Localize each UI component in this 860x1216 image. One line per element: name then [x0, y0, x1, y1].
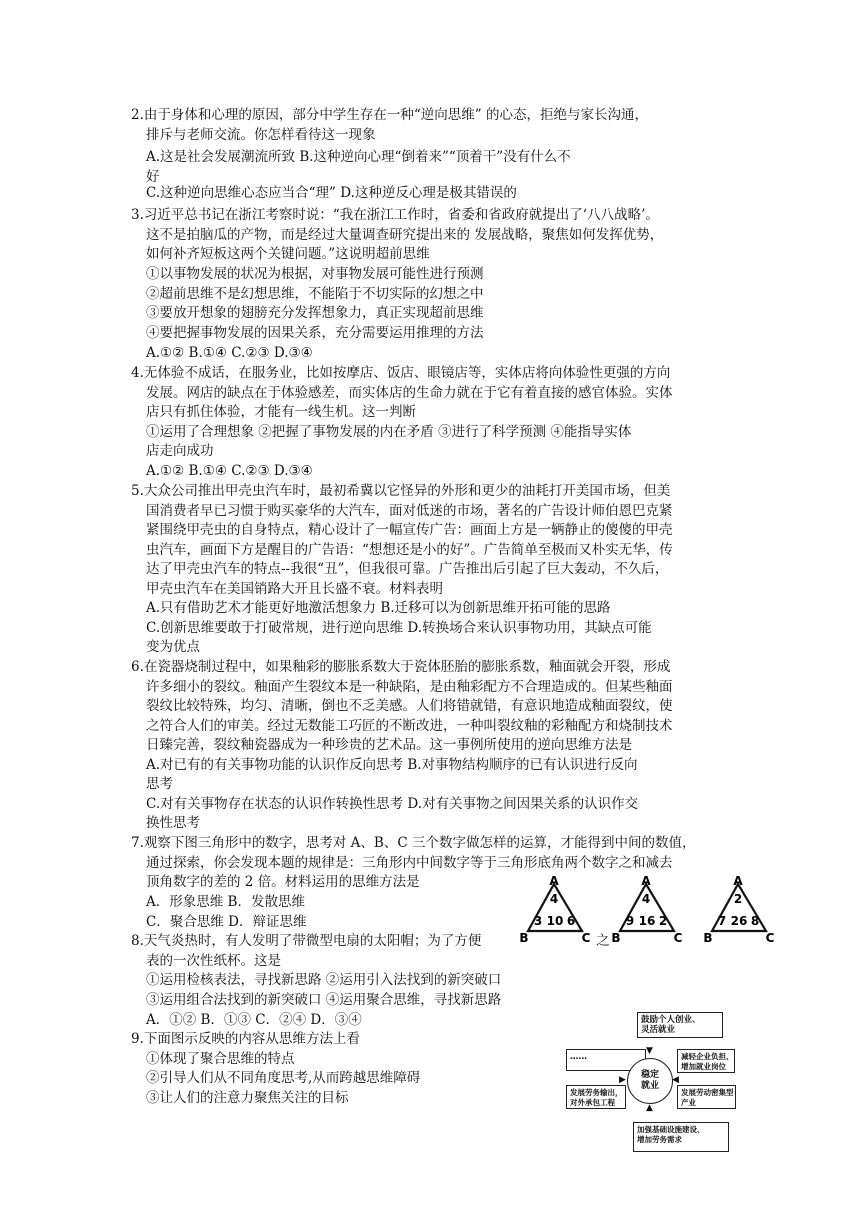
triangle-base-right-label: C — [673, 931, 683, 945]
arrow-right-icon: ▶ — [619, 1075, 626, 1085]
text-line-q5-l1: 5.大众公司推出甲壳虫汽车时，最初希冀以它怪异的外形和更少的油耗打开美国市场，但美 — [131, 483, 671, 499]
text-line-q4-s2: 店走向成功 — [146, 443, 214, 459]
text-line-q5-l4: 虫汽车，画面下方是醒目的广告语：“想想还是小的好”。广告简单至极而又朴实无华，传 — [146, 542, 673, 558]
diagram-lower-left-line2: 对外承包工程 — [570, 1098, 615, 1107]
diagram-left-text: …… — [570, 1052, 587, 1062]
diagram-top-box — [637, 1012, 723, 1038]
diagram-top-line2: 灵活就业 — [641, 1025, 676, 1035]
text-line-q8-l1: 8.天气炎热时，有人发明了带微型电扇的太阳帽；为了方便 — [131, 933, 482, 949]
triangle-middle-number: 16 — [638, 914, 656, 928]
text-line-q8-s2: ③运用组合法找到的新突破口 ④运用聚合思维，寻找新思路 — [146, 992, 502, 1008]
text-line-q3-l1: 3.习近平总书记在浙江考察时说：“我在浙江工作时，省委和省政府就提出了‘八八战略’。 — [131, 207, 659, 223]
text-line-q6-l2: 许多细小的裂纹。釉面产生裂纹本是一种缺陷，是由釉彩配方不合理造成的。但某些釉面 — [146, 679, 673, 695]
text-line-q9-s1: ①体现了聚合思维的特点 — [146, 1051, 295, 1067]
text-line-q4-l3: 店只有抓住体验，才能有一线生机。这一判断 — [146, 404, 416, 420]
triangle-top-number: 4 — [549, 892, 559, 906]
text-line-q2-opt3: C.这种逆向思维心态应当合“理” D.这种逆反心理是极其错误的 — [146, 185, 517, 201]
text-line-q7-opt1: A．形象思维 B．发散思维 — [146, 894, 305, 910]
triangle-base-left-label: B — [611, 931, 621, 945]
arrow-up-icon: ▲ — [646, 1103, 653, 1113]
text-line-q8-opts: A．①② B．①③ C．②④ D．③④ — [146, 1012, 362, 1028]
arrow-left-icon: ◀ — [672, 1075, 679, 1085]
diagram-center — [627, 1058, 673, 1104]
text-line-q9-s2: ②引导人们从不同角度思考,从而跨越思维障碍 — [146, 1070, 421, 1086]
diagram-top-line1: 鼓励个人创业、 — [641, 1015, 701, 1025]
text-line-q2-l1: 2.由于身体和心理的原因，部分中学生存在一种“逆向思维” 的心态，拒绝与家长沟通， — [131, 107, 648, 123]
text-line-q3-s4: ④要把握事物发展的因果关系，充分需要运用推理的方法 — [146, 325, 484, 341]
text-line-q2-l2: 排斥与老师交流。你怎样看待这一现象 — [146, 127, 376, 143]
text-line-q6-opt3: C.对有关事物存在状态的认识作转换性思考 D.对有关事物之间因果关系的认识作交 — [146, 796, 639, 812]
text-line-q2-opt1: A.这是社会发展潮流所致 B.这种逆向心理“倒着来”“顶着干”没有什么不 — [146, 149, 571, 165]
text-line-q3-l2: 这不是拍脑瓜的产物，而是经过大量调查研究提出来的 发展战略，聚焦如何发挥优势， — [146, 227, 664, 243]
triangle-left-number: 3 — [533, 914, 543, 928]
diagram-right-line2: 增加就业岗位 — [681, 1062, 726, 1071]
text-line-q5-l6: 甲壳虫汽车在美国销路大开且长盛不衰。材料表明 — [146, 581, 443, 597]
triangle-apex-label: A — [641, 876, 651, 888]
text-line-q4-opts: A.①② B.①④ C.②③ D.③④ — [146, 463, 313, 479]
diagram-lower-right-line2: 产业 — [681, 1098, 696, 1107]
diagram-lower-right-box — [677, 1085, 736, 1109]
text-line-q6-l5: 日臻完善，裂纹釉瓷器成为一种珍贵的艺术品。这一事例所使用的逆向思维方法是 — [146, 737, 632, 753]
triangle-base-right-label: C — [581, 931, 591, 945]
text-line-q3-s3: ③要放开想象的翅膀充分发挥想象力，真正实现超前思维 — [146, 305, 484, 321]
text-line-q6-l3: 裂纹比较特殊，均匀、清晰，倒也不乏美感。人们将错就错，有意识地造成釉面裂纹，使 — [146, 698, 673, 714]
text-line-q5-l5: 达了甲壳虫汽车的特点--我很“丑”，但我很可靠。广告推出后引起了巨大轰动，不久后， — [146, 561, 669, 577]
text-line-q6-opt2: 思考 — [146, 776, 173, 792]
text-line-q3-opts: A.①② B.①④ C.②③ D.③④ — [146, 345, 313, 361]
triangle-middle-number: 10 — [546, 914, 564, 928]
text-line-q7-l3: 顶角数字的差的 2 倍。材料运用的思维方法是 — [146, 874, 420, 890]
text-line-q4-s1: ①运用了合理想象 ②把握了事物发展的内在矛盾 ③进行了科学预测 ④能指导实体 — [146, 424, 632, 440]
triangle-base-left-label: B — [519, 931, 529, 945]
text-line-q5-l2: 国消费者早已习惯于购买豪华的大汽车，面对低迷的市场，著名的广告设计师伯恩巴克紧 — [146, 503, 673, 519]
diagram-lower-right-line1: 发展劳动密集型 — [681, 1088, 734, 1097]
triangle-right-number: 6 — [566, 914, 576, 928]
triangle-middle-number: 26 — [730, 914, 748, 928]
triangle-tri2 — [608, 876, 686, 946]
triangle-right-number: 2 — [658, 914, 668, 928]
diagram-center-line2: 就业 — [640, 1081, 659, 1091]
diagram-lower-left-box — [566, 1085, 626, 1109]
triangle-right-number: 8 — [750, 914, 760, 928]
text-line-q6-l4: 之符合人们的审美。经过无数能工巧匠的不断改进，一种叫裂纹釉的彩釉配方和烧制技术 — [146, 718, 673, 734]
triangle-base-right-label: C — [765, 931, 775, 945]
text-line-q4-l2: 发展。网店的缺点在于体验感差，而实体店的生命力就在于它有着直接的感官体验。实体 — [146, 385, 673, 401]
text-line-q5-opt1: A.只有借助艺术才能更好地激活想象力 B.迁移可以为创新思维开拓可能的思路 — [146, 600, 611, 616]
diagram-right-line1: 减轻企业负担、 — [681, 1052, 734, 1061]
text-line-q5-l3: 紧围绕甲壳虫的自身特点，精心设计了一幅宣传广告：画面上方是一辆静止的傻傻的甲壳 — [146, 522, 673, 538]
triangle-apex-label: A — [549, 876, 559, 888]
triangle-tri3 — [700, 876, 778, 946]
arrow-down-icon: ▼ — [646, 1046, 653, 1056]
text-line-q9-s3: ③让人们的注意力聚焦关注的目标 — [146, 1090, 349, 1106]
text-line-q8-l2: 表的一次性纸杯。这是 — [146, 953, 281, 969]
triangle-base-left-label: B — [703, 931, 713, 945]
text-line-q6-opt4: 换性思考 — [146, 815, 200, 831]
text-line-q6-l1: 6.在瓷器烧制过程中，如果釉彩的膨胀系数大于瓷体胚胎的膨胀系数，釉面就会开裂，形成 — [131, 659, 671, 675]
triangle-top-number: 2 — [733, 892, 743, 906]
triangle-tri1 — [516, 876, 594, 946]
q8-fragment: 之 — [596, 933, 610, 949]
text-line-q6-opt1: A.对已有的有关事物功能的认识作反向思考 B.对事物结构顺序的已有认识进行反向 — [146, 757, 638, 773]
text-line-q7-l1: 7.观察下图三角形中的数字，思考对 A、B、C 三个数字做怎样的运算，才能得到中间的数值， — [131, 835, 696, 851]
text-line-q3-l3: 如何补齐短板这两个关键问题。”这说明超前思维 — [146, 246, 430, 262]
text-line-q5-opt2: C.创新思维要敢于打破常规，进行逆向思维 D.转换场合来认识事物功用，其缺点可能 — [146, 620, 652, 636]
diagram-bottom-box — [633, 1122, 729, 1152]
text-line-q3-s1: ①以事物发展的状况为根据，对事物发展可能性进行预测 — [146, 266, 484, 282]
text-line-q4-l1: 4.无体验不成话，在服务业，比如按摩店、饭店、眼镜店等，实体店将向体验性更强的方向 — [131, 365, 671, 381]
text-line-q5-opt3: 变为优点 — [146, 639, 200, 655]
text-line-q3-s2: ②超前思维不是幻想思维，不能陷于不切实际的幻想之中 — [146, 286, 484, 302]
triangle-top-number: 4 — [641, 892, 651, 906]
text-line-q2-opt2: 好 — [146, 169, 160, 185]
text-line-q9-l1: 9.下面图示反映的内容从思维方法上看 — [131, 1031, 360, 1047]
diagram-right-box — [677, 1049, 735, 1073]
diagram-bottom-line1: 加强基础设施建设、 — [637, 1125, 705, 1134]
text-line-q8-s1: ①运用检核表法，寻找新思路 ②运用引入法找到的新突破口 — [146, 972, 502, 988]
triangle-apex-label: A — [733, 876, 743, 888]
diagram-center-line1: 稳定 — [640, 1070, 659, 1080]
diagram-bottom-line2: 增加劳务需求 — [637, 1135, 682, 1144]
text-line-q7-opt2: C．聚合思维 D．辩证思维 — [146, 914, 307, 930]
triangle-left-number: 9 — [625, 914, 635, 928]
triangle-left-number: 7 — [717, 914, 727, 928]
diagram-lower-left-line1: 发展劳务输出， — [570, 1088, 623, 1097]
employment-diagram — [566, 1012, 736, 1155]
text-line-q7-l2: 通过探索，你会发现本题的规律是：三角形内中间数字等于三角形底角两个数字之和减去 — [146, 855, 673, 871]
